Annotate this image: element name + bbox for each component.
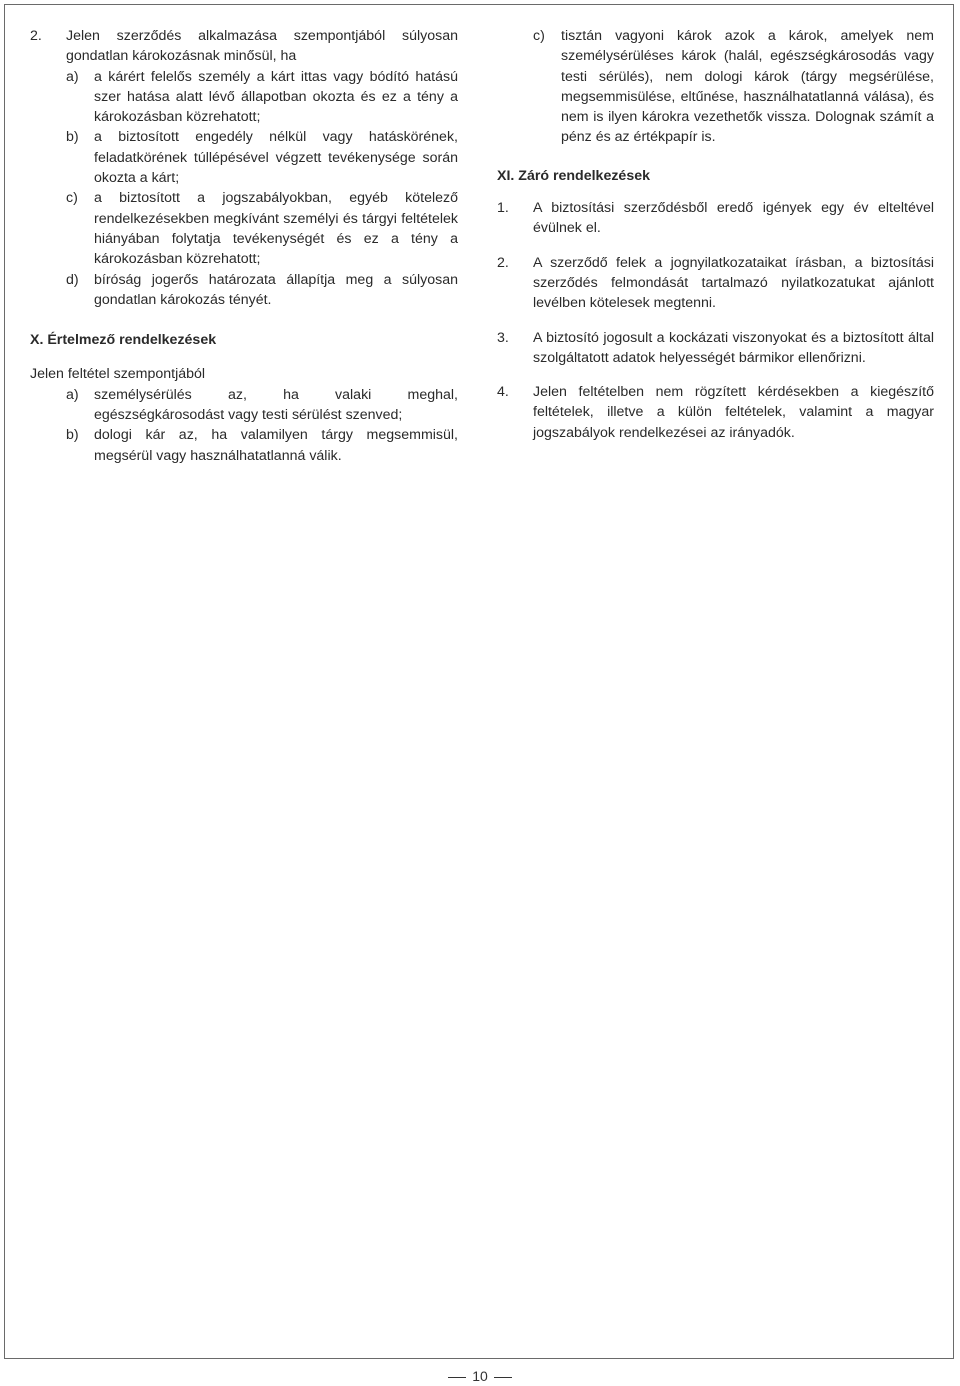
subitem-text: a biztosított engedély nélkül vagy hatáskörének, feladatkörének túllépésével végzett tevékenysége során okozta a kárt; bbox=[94, 129, 458, 187]
definition-item-continued bbox=[533, 26, 934, 148]
clause-number: 2. bbox=[497, 254, 509, 271]
closing-clause bbox=[497, 198, 934, 239]
clause-number: 3. bbox=[497, 329, 509, 346]
subitem-text: bíróság jogerős határozata állapítja meg a súlyosan gondatlan károkozás tényét. bbox=[94, 271, 458, 308]
definition-label: b) bbox=[66, 427, 79, 444]
right-column bbox=[497, 26, 934, 443]
definition-label: a) bbox=[66, 386, 79, 403]
definition-text: dologi kár az, ha valamilyen tárgy megsemmisül, megsérül vagy használhatatlanná válik. bbox=[94, 427, 458, 464]
clause-number: 1. bbox=[497, 200, 509, 217]
closing-clause bbox=[497, 382, 934, 443]
footer-dash-left bbox=[448, 1377, 466, 1378]
left-column bbox=[30, 26, 458, 466]
clause-2 bbox=[30, 26, 458, 67]
clause-2-subitem bbox=[66, 127, 458, 188]
page-footer bbox=[0, 1368, 960, 1384]
definition-text: személysérülés az, ha valaki meghal, egészségkárosodást vagy testi sérülést szenved; bbox=[94, 386, 458, 424]
closing-clause bbox=[497, 328, 934, 369]
clause-2-subitem bbox=[66, 67, 458, 128]
definition-item bbox=[66, 385, 458, 426]
clause-text: Jelen feltételben nem rögzített kérdésekben a kiegészítő feltételek, illetve a külön feltételek, valamint a magyar jogszabályok rendelkezései az irányadók. bbox=[533, 384, 934, 441]
subitem-label: d) bbox=[66, 271, 79, 288]
clause-text: A biztosító jogosult a kockázati viszonyokat és a biztosított által szolgáltatott adatok helyességét bármikor ellenőrizni. bbox=[533, 329, 934, 366]
clause-text: A biztosítási szerződésből eredő igények egy év elteltével évülnek el. bbox=[533, 200, 934, 237]
section-xi-heading: XI. Záró rendelkezések bbox=[497, 167, 650, 184]
subitem-text: a kárért felelős személy a kárt ittas vagy bódító hatású szer hatása alatt lévő állapotban okozta és ez a tény a károkozásban közrehatott; bbox=[94, 68, 458, 126]
footer-dash-right bbox=[494, 1377, 512, 1378]
clause-number: 4. bbox=[497, 384, 509, 401]
definition-item bbox=[66, 425, 458, 466]
section-x-intro: Jelen feltétel szempontjából bbox=[30, 366, 206, 383]
section-x-heading: X. Értelmező rendelkezések bbox=[30, 332, 217, 349]
clause-2-subitem bbox=[66, 188, 458, 269]
clause-intro: Jelen szerződés alkalmazása szempontjából súlyosan gondatlan károkozásnak minősül, ha bbox=[66, 28, 458, 65]
subitem-label: a) bbox=[66, 68, 79, 85]
definition-text: tisztán vagyoni károk azok a károk, amelyek nem személysérüléses károk (halál, egészségkárosodás vagy testi sérülés), nem dologi károk (tárgy megsérülése, megsemmisülése, eltűnése, használhatatlanná válása), és nem is ilyen károkra vezethetők vissza. Dolognak számít a pénz és az értékpapír is. bbox=[561, 28, 934, 146]
clause-2-subitem bbox=[66, 270, 458, 311]
closing-clause bbox=[497, 253, 934, 314]
subitem-text: a biztosított a jogszabályokban, egyéb kötelező rendelkezésekben megkívánt személyi és tárgyi feltételek hiányában folytatja tevékenységét és ez a tény a károkozásban közrehatott; bbox=[94, 190, 458, 268]
subitem-label: c) bbox=[66, 190, 78, 207]
definition-label: c) bbox=[533, 28, 545, 44]
subitem-label: b) bbox=[66, 129, 79, 146]
page-number: 10 bbox=[472, 1368, 488, 1384]
clause-text: A szerződő felek a jognyilatkozataikat írásban, a biztosítási szerződés felmondását tartalmazó nyilatkozatukat ajánlott levélben kötelesek megtenni. bbox=[533, 254, 934, 312]
clause-number: 2. bbox=[30, 28, 42, 44]
